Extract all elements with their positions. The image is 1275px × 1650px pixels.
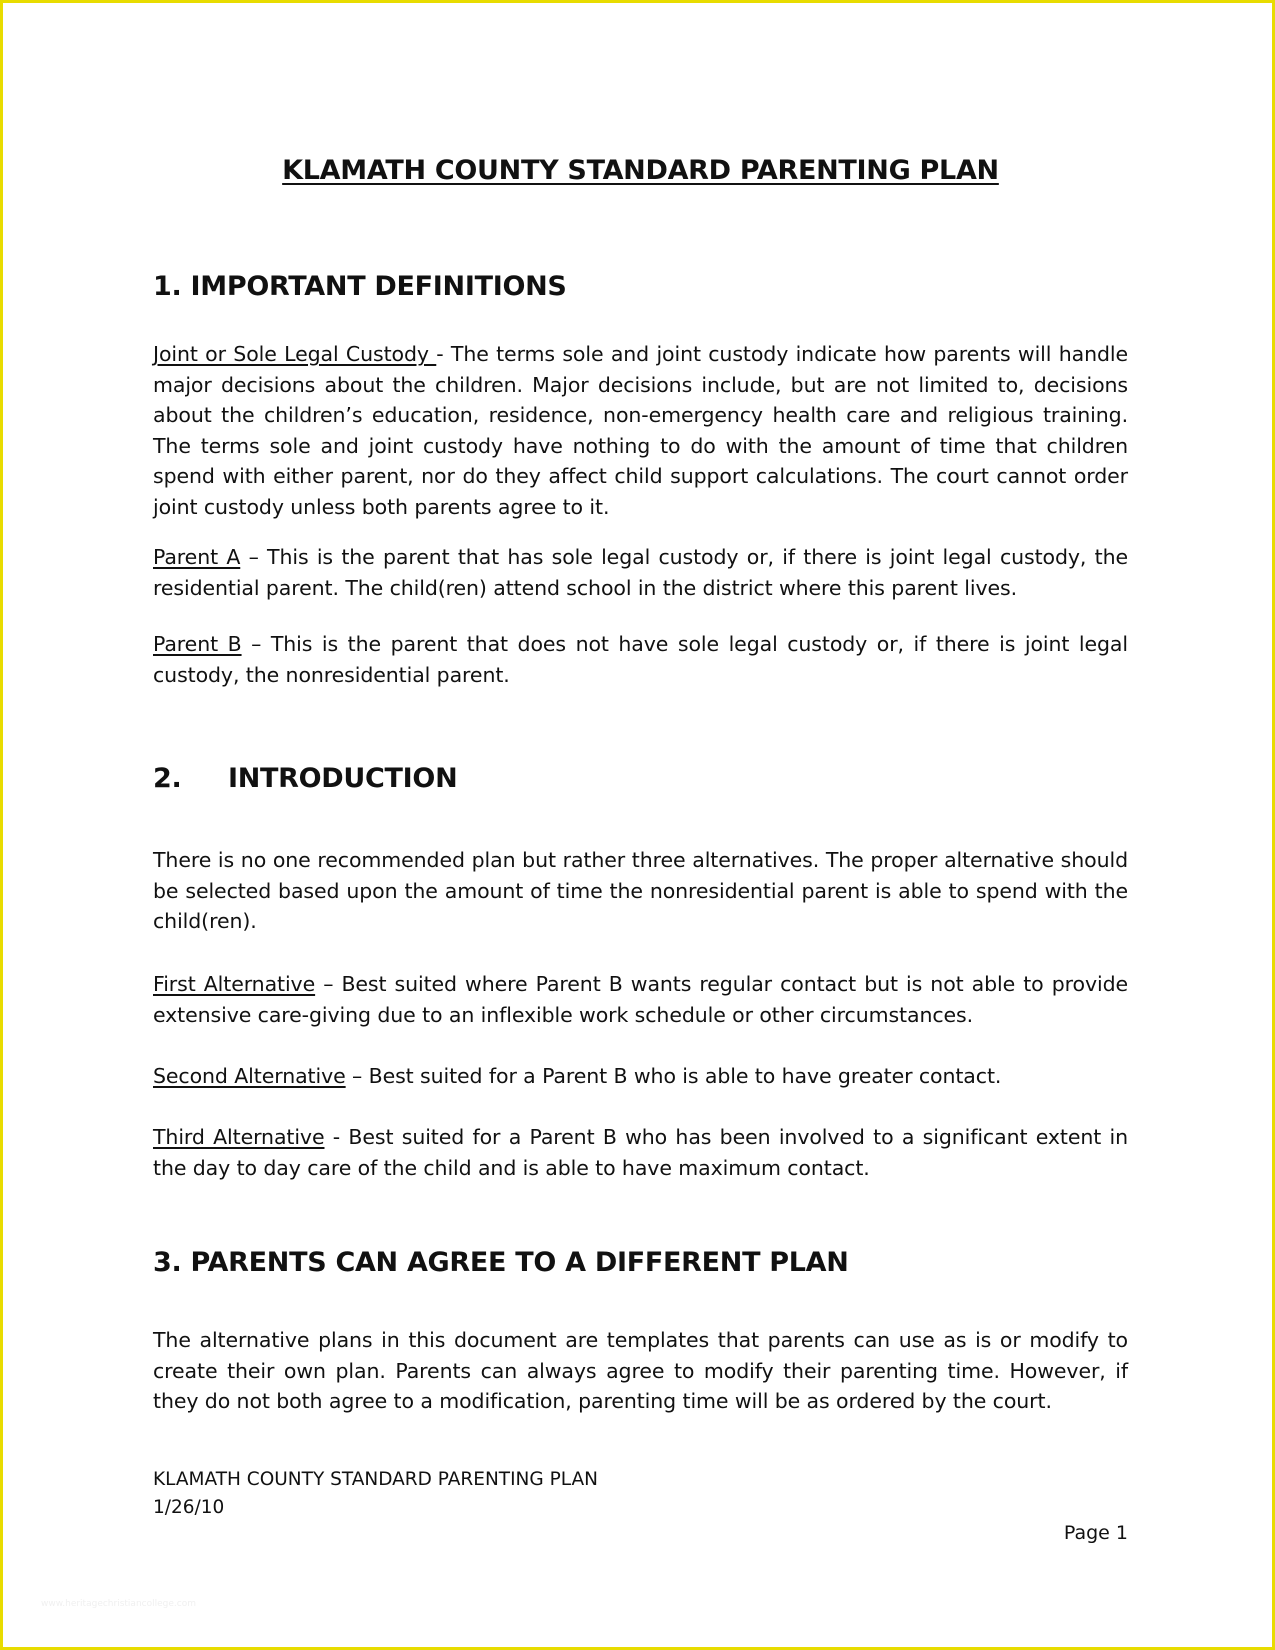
alternative-second [153,1061,1128,1092]
footer-title: KLAMATH COUNTY STANDARD PARENTING PLAN [153,1469,598,1490]
footer-date: 1/26/10 [153,1497,225,1518]
definition-term: Parent B [153,632,242,656]
alternative-third [153,1122,1128,1183]
section-title: INTRODUCTION [228,763,458,794]
section-heading-introduction [153,763,457,794]
definition-text: – This is the parent that has sole legal custody or, if there is joint legal custody, the residential parent. The child(ren) attend school in the district where this parent lives. [153,545,1128,600]
alternative-first [153,969,1128,1030]
page-number: Page 1 [1063,1522,1128,1544]
definition-term: Joint or Sole Legal Custody [153,342,437,366]
definition-joint-sole-custody [153,339,1128,522]
section-number: 2. [153,763,182,794]
definition-parent-b [153,629,1128,690]
alternative-text: - Best suited for a Parent B who has been involved to a significant extent in the day to day care of the child and is able to have maximum contact. [153,1125,1128,1180]
different-plan-paragraph: The alternative plans in this document are templates that parents can use as is or modify to create their own plan. Parents can always agree to modify their parenting time. However, if they do not both agree to a modification, parenting time will be as ordered by the court. [153,1328,1128,1413]
alternative-term: First Alternative [153,972,316,996]
definition-parent-a [153,542,1128,603]
definition-term: Parent A [153,545,241,569]
document-title: KLAMATH COUNTY STANDARD PARENTING PLAN [282,155,999,186]
alternative-text: – Best suited where Parent B wants regular contact but is not able to provide extensive care-giving due to an inflexible work schedule or other circumstances. [153,972,1128,1027]
introduction-paragraph: There is no one recommended plan but rather three alternatives. The proper alternative should be selected based upon the amount of time the nonresidential parent is able to spend with the child(ren). [153,848,1128,933]
watermark-text: www.heritagechristiancollege.com [41,1599,196,1609]
definition-text: – This is the parent that does not have sole legal custody or, if there is joint legal custody, the nonresidential parent. [153,632,1128,687]
section-heading-different-plan: 3. PARENTS CAN AGREE TO A DIFFERENT PLAN [153,1247,849,1278]
alternative-term: Third Alternative [153,1125,325,1149]
alternative-text: – Best suited for a Parent B who is able to have greater contact. [345,1064,1002,1088]
alternative-term: Second Alternative [153,1064,346,1088]
definition-text: - The terms sole and joint custody indicate how parents will handle major decisions about the children. Major decisions include, but are not limited to, decisions about the children’s education, residence, non-emergency health care and religious training. The terms sole and joint custody have nothing to do with the amount of time that children spend with either parent, nor do they affect child support calculations. The court cannot order joint custody unless both parents agree to it. [153,342,1128,519]
section-heading-definitions: 1. IMPORTANT DEFINITIONS [153,271,567,302]
